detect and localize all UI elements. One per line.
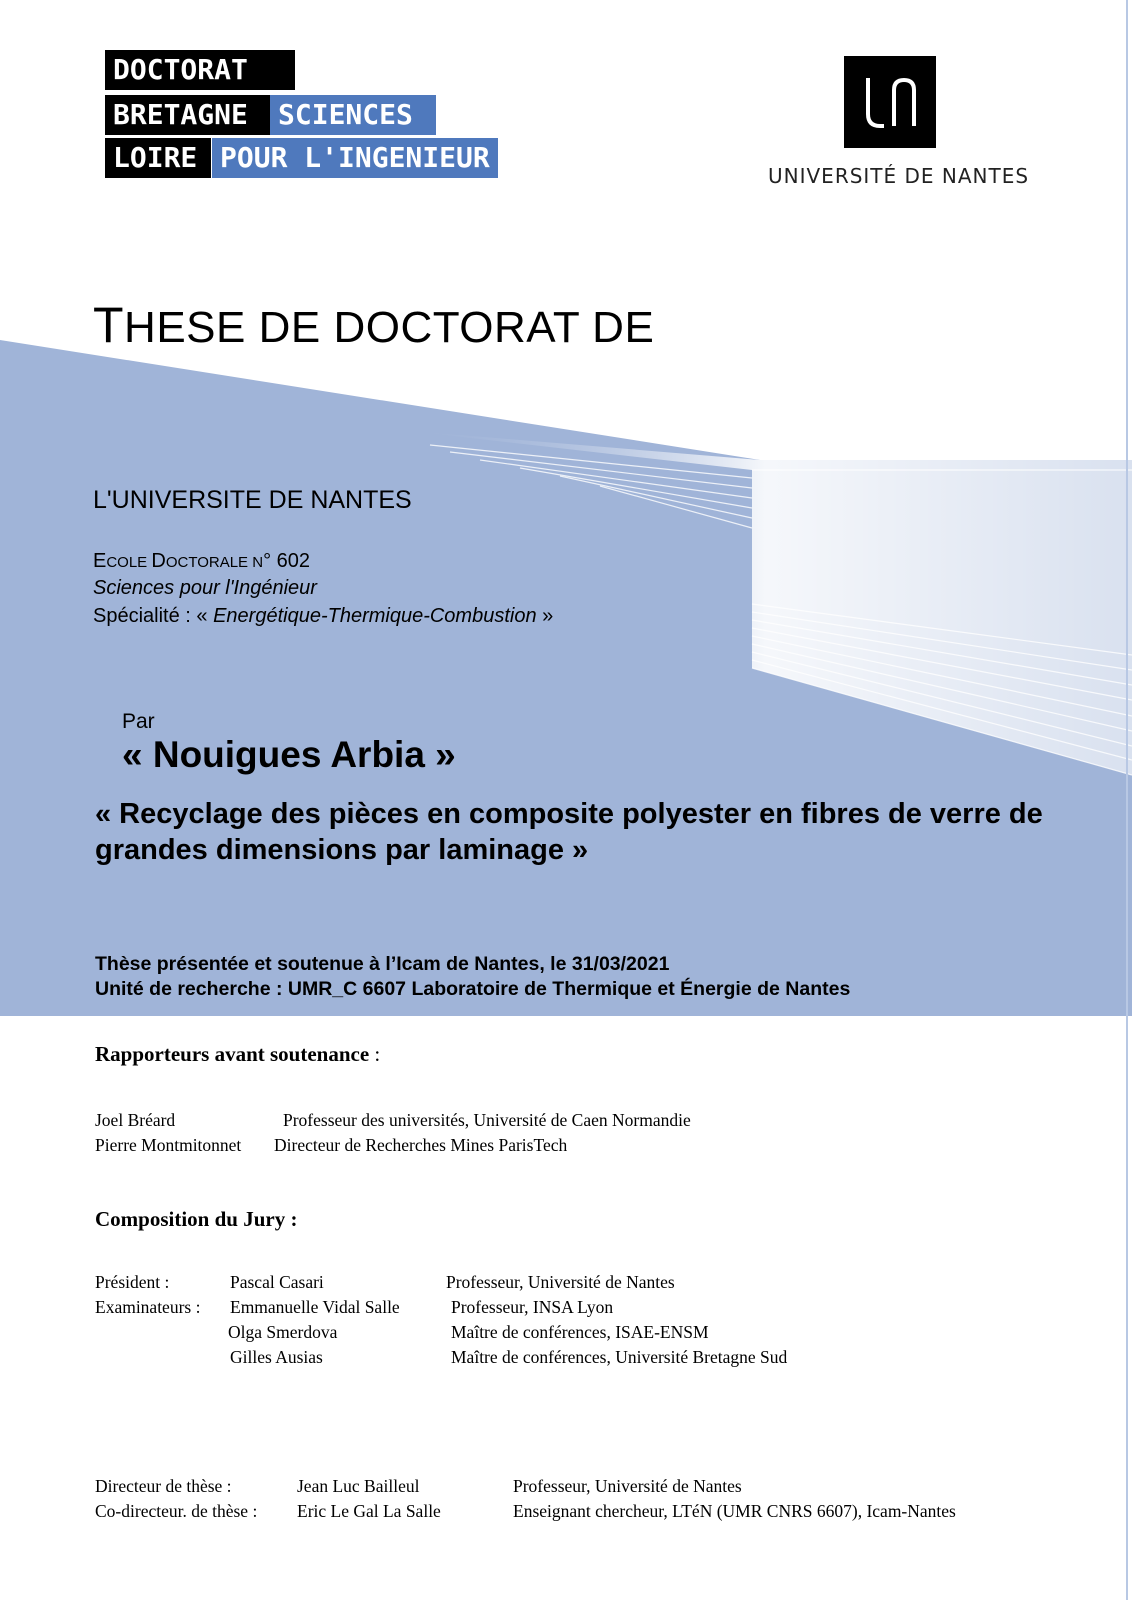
universite-logo-name: UNIVERSITÉ DE NANTES (768, 164, 1030, 188)
co-director-name: Eric Le Gal La Salle (297, 1501, 441, 1521)
jury-member-name: Olga Smerdova (228, 1322, 338, 1342)
thesis-heading (93, 296, 654, 354)
logo-doctorat-line2-left: BRETAGNE (105, 95, 271, 135)
logo-doctorat-line3-left: LOIRE (105, 138, 211, 178)
ecole-cole: COLE (106, 554, 152, 571)
rapporteurs-heading-suffix: : (369, 1042, 381, 1066)
ecole-sciences: Sciences pour l'Ingénieur (93, 577, 317, 599)
specialite (93, 605, 553, 628)
jury-member-title: Professeur, Université de Nantes (446, 1272, 675, 1292)
specialite-label: Spécialité : « (93, 605, 214, 627)
universite-logo-icon (844, 56, 936, 148)
rapporteur-name: Joel Bréard (95, 1110, 176, 1130)
rapporteur-title: Directeur de Recherches Mines ParisTech (274, 1135, 568, 1155)
logo-doctorat-line1: DOCTORAT (105, 50, 295, 90)
jury-member-name: Pascal Casari (230, 1272, 324, 1292)
thesis-title-line1: « Recyclage des pièces en composite polyester en fibres de verre de (95, 798, 1043, 830)
co-director-title: Enseignant chercheur, LTéN (UMR CNRS 6607), Icam-Nantes (513, 1501, 956, 1521)
jury-member-title: Professeur, INSA Lyon (451, 1297, 614, 1317)
ecole-octorale: OCTORALE N (165, 554, 264, 571)
logo-doctorat-line3-right: POUR L'INGENIEUR (212, 138, 498, 178)
university-heading: L'UNIVERSITE DE NANTES (93, 486, 412, 514)
author-name: « Nouigues Arbia » (122, 734, 456, 775)
jury-member-title: Maître de conférences, Université Bretagne Sud (451, 1347, 788, 1367)
ecole-e: E (93, 550, 107, 572)
defense-info: Thèse présentée et soutenue à l’Icam de Nantes, le 31/03/2021 (95, 953, 670, 975)
director-title: Professeur, Université de Nantes (513, 1476, 742, 1496)
par-label: Par (122, 710, 155, 733)
jury-member-name: Gilles Ausias (230, 1347, 323, 1367)
rapporteurs-heading-text: Rapporteurs avant soutenance (95, 1042, 370, 1066)
logo-doctorat-line2-right: SCIENCES (270, 95, 436, 135)
thesis-title-line2: grandes dimensions par laminage » (95, 834, 589, 866)
research-unit: Unité de recherche : UMR_C 6607 Laboratoire de Thermique et Énergie de Nantes (95, 978, 851, 1000)
director-label: Directeur de thèse : (95, 1476, 232, 1496)
rapporteurs-heading (95, 1042, 380, 1067)
specialite-value: Energétique-Thermique-Combustion (213, 605, 537, 627)
rapporteur-name: Pierre Montmitonnet (95, 1135, 242, 1155)
jury-president-label: Président : (95, 1272, 170, 1292)
thesis-heading-initial: T (93, 297, 125, 353)
jury-heading: Composition du Jury : (95, 1207, 298, 1231)
rapporteur-title: Professeur des universités, Université de Caen Normandie (283, 1110, 691, 1130)
ecole-doctorale (93, 550, 310, 573)
co-director-label: Co-directeur. de thèse : (95, 1501, 258, 1521)
specialite-end: » (536, 605, 554, 627)
director-name: Jean Luc Bailleul (297, 1476, 420, 1496)
ecole-d: D (151, 550, 166, 572)
jury-member-name: Emmanuelle Vidal Salle (230, 1297, 400, 1317)
jury-member-title: Maître de conférences, ISAE-ENSM (451, 1322, 709, 1342)
thesis-heading-rest: HESE DE DOCTORAT DE (124, 303, 655, 352)
jury-examinateurs-label: Examinateurs : (95, 1297, 201, 1317)
ecole-number: ° 602 (263, 550, 310, 572)
